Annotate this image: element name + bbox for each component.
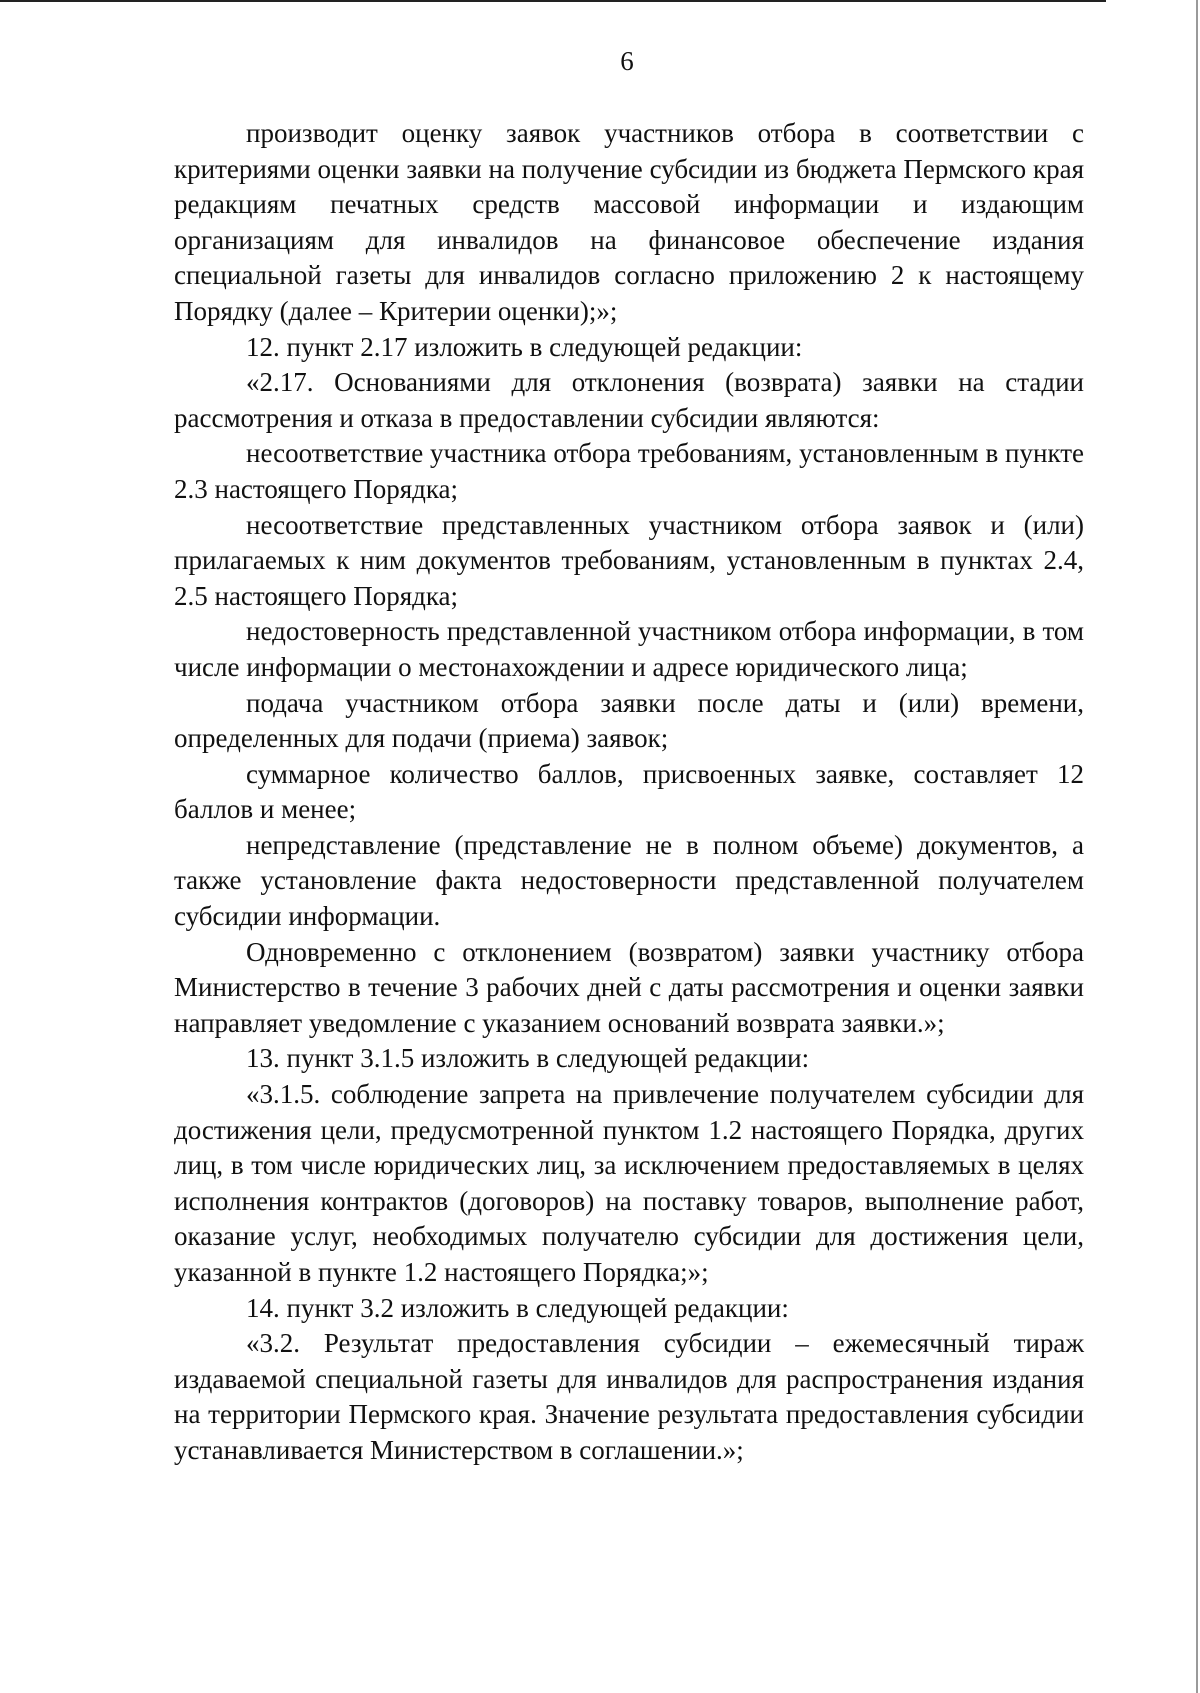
paragraph-ground-3: недостоверность представленной участником отбора информации, в том числе информации о местонахождении и адресе юридического лица; — [174, 616, 1084, 682]
paragraph-3-2: «3.2. Результат предоставления субсидии – ежемесячный тираж издаваемой специальной газеты для инвалидов для распространения издания на территории Пермского края. Значение результата предоставления субсидии устанавливается Министерством в соглашении.»; — [174, 1328, 1084, 1465]
scan-right-border — [1196, 0, 1198, 1693]
scan-top-border — [0, 0, 1106, 2]
paragraph-item-14: 14. пункт 3.2 изложить в следующей редакции: — [246, 1292, 789, 1323]
page-number: 6 — [620, 46, 634, 76]
paragraph-item-13: 13. пункт 3.1.5 изложить в следующей редакции: — [246, 1043, 810, 1074]
paragraph-ground-4: подача участником отбора заявки после даты и (или) времени, определенных для подачи (приема) заявок; — [174, 687, 1084, 754]
paragraph-2-17: «2.17. Основаниями для отклонения (возврата) заявки на стадии рассмотрения и отказа в предоставлении субсидии являются: — [174, 367, 1084, 433]
paragraph-ground-2: несоответствие представленных участником отбора заявок и (или) прилагаемых к ним документов требованиям, установленным в пунктах 2.4, 2.5 настоящего Порядка; — [174, 509, 1084, 611]
paragraph-ground-1: несоответствие участника отбора требованиям, установленным в пункте 2.3 настоящего Порядка; — [174, 438, 1084, 504]
document-body — [174, 116, 1084, 1469]
paragraph-3-1-5: «3.1.5. соблюдение запрета на привлечение получателем субсидии для достижения цели, предусмотренной пунктом 1.2 настоящего Порядка, других лиц, в том числе юридических лиц, за исключением предоставляемых в целях исполнения контрактов (договоров) на поставку товаров, выполнение работ, оказание услуг, необходимых получателю субсидии для достижения цели, указанной в пункте 1.2 настоящего Порядка;»; — [174, 1079, 1084, 1287]
paragraph-ground-5: суммарное количество баллов, присвоенных заявке, составляет 12 баллов и менее; — [174, 758, 1084, 825]
paragraph-continuation: производит оценку заявок участников отбора в соответствии с критериями оценки заявки на получение субсидии из бюджета Пермского края редакциям печатных средств массовой информации и издающим организациям для инвалидов на финансовое обеспечение издания специальной газеты для инвалидов согласно приложению 2 к настоящему Порядку (далее – Критерии оценки);»; — [174, 118, 1084, 326]
paragraph-notification: Одновременно с отклонением (возвратом) заявки участнику отбора Министерство в течение 3 рабочих дней с даты рассмотрения и оценки заявки направляет уведомление с указанием оснований возврата заявки.»; — [174, 936, 1084, 1038]
paragraph-ground-6: непредставление (представление не в полном объеме) документов, а также установление факта недостоверности представленной получателем субсидии информации. — [174, 829, 1084, 932]
paragraph-item-12: 12. пункт 2.17 изложить в следующей редакции: — [246, 331, 803, 362]
